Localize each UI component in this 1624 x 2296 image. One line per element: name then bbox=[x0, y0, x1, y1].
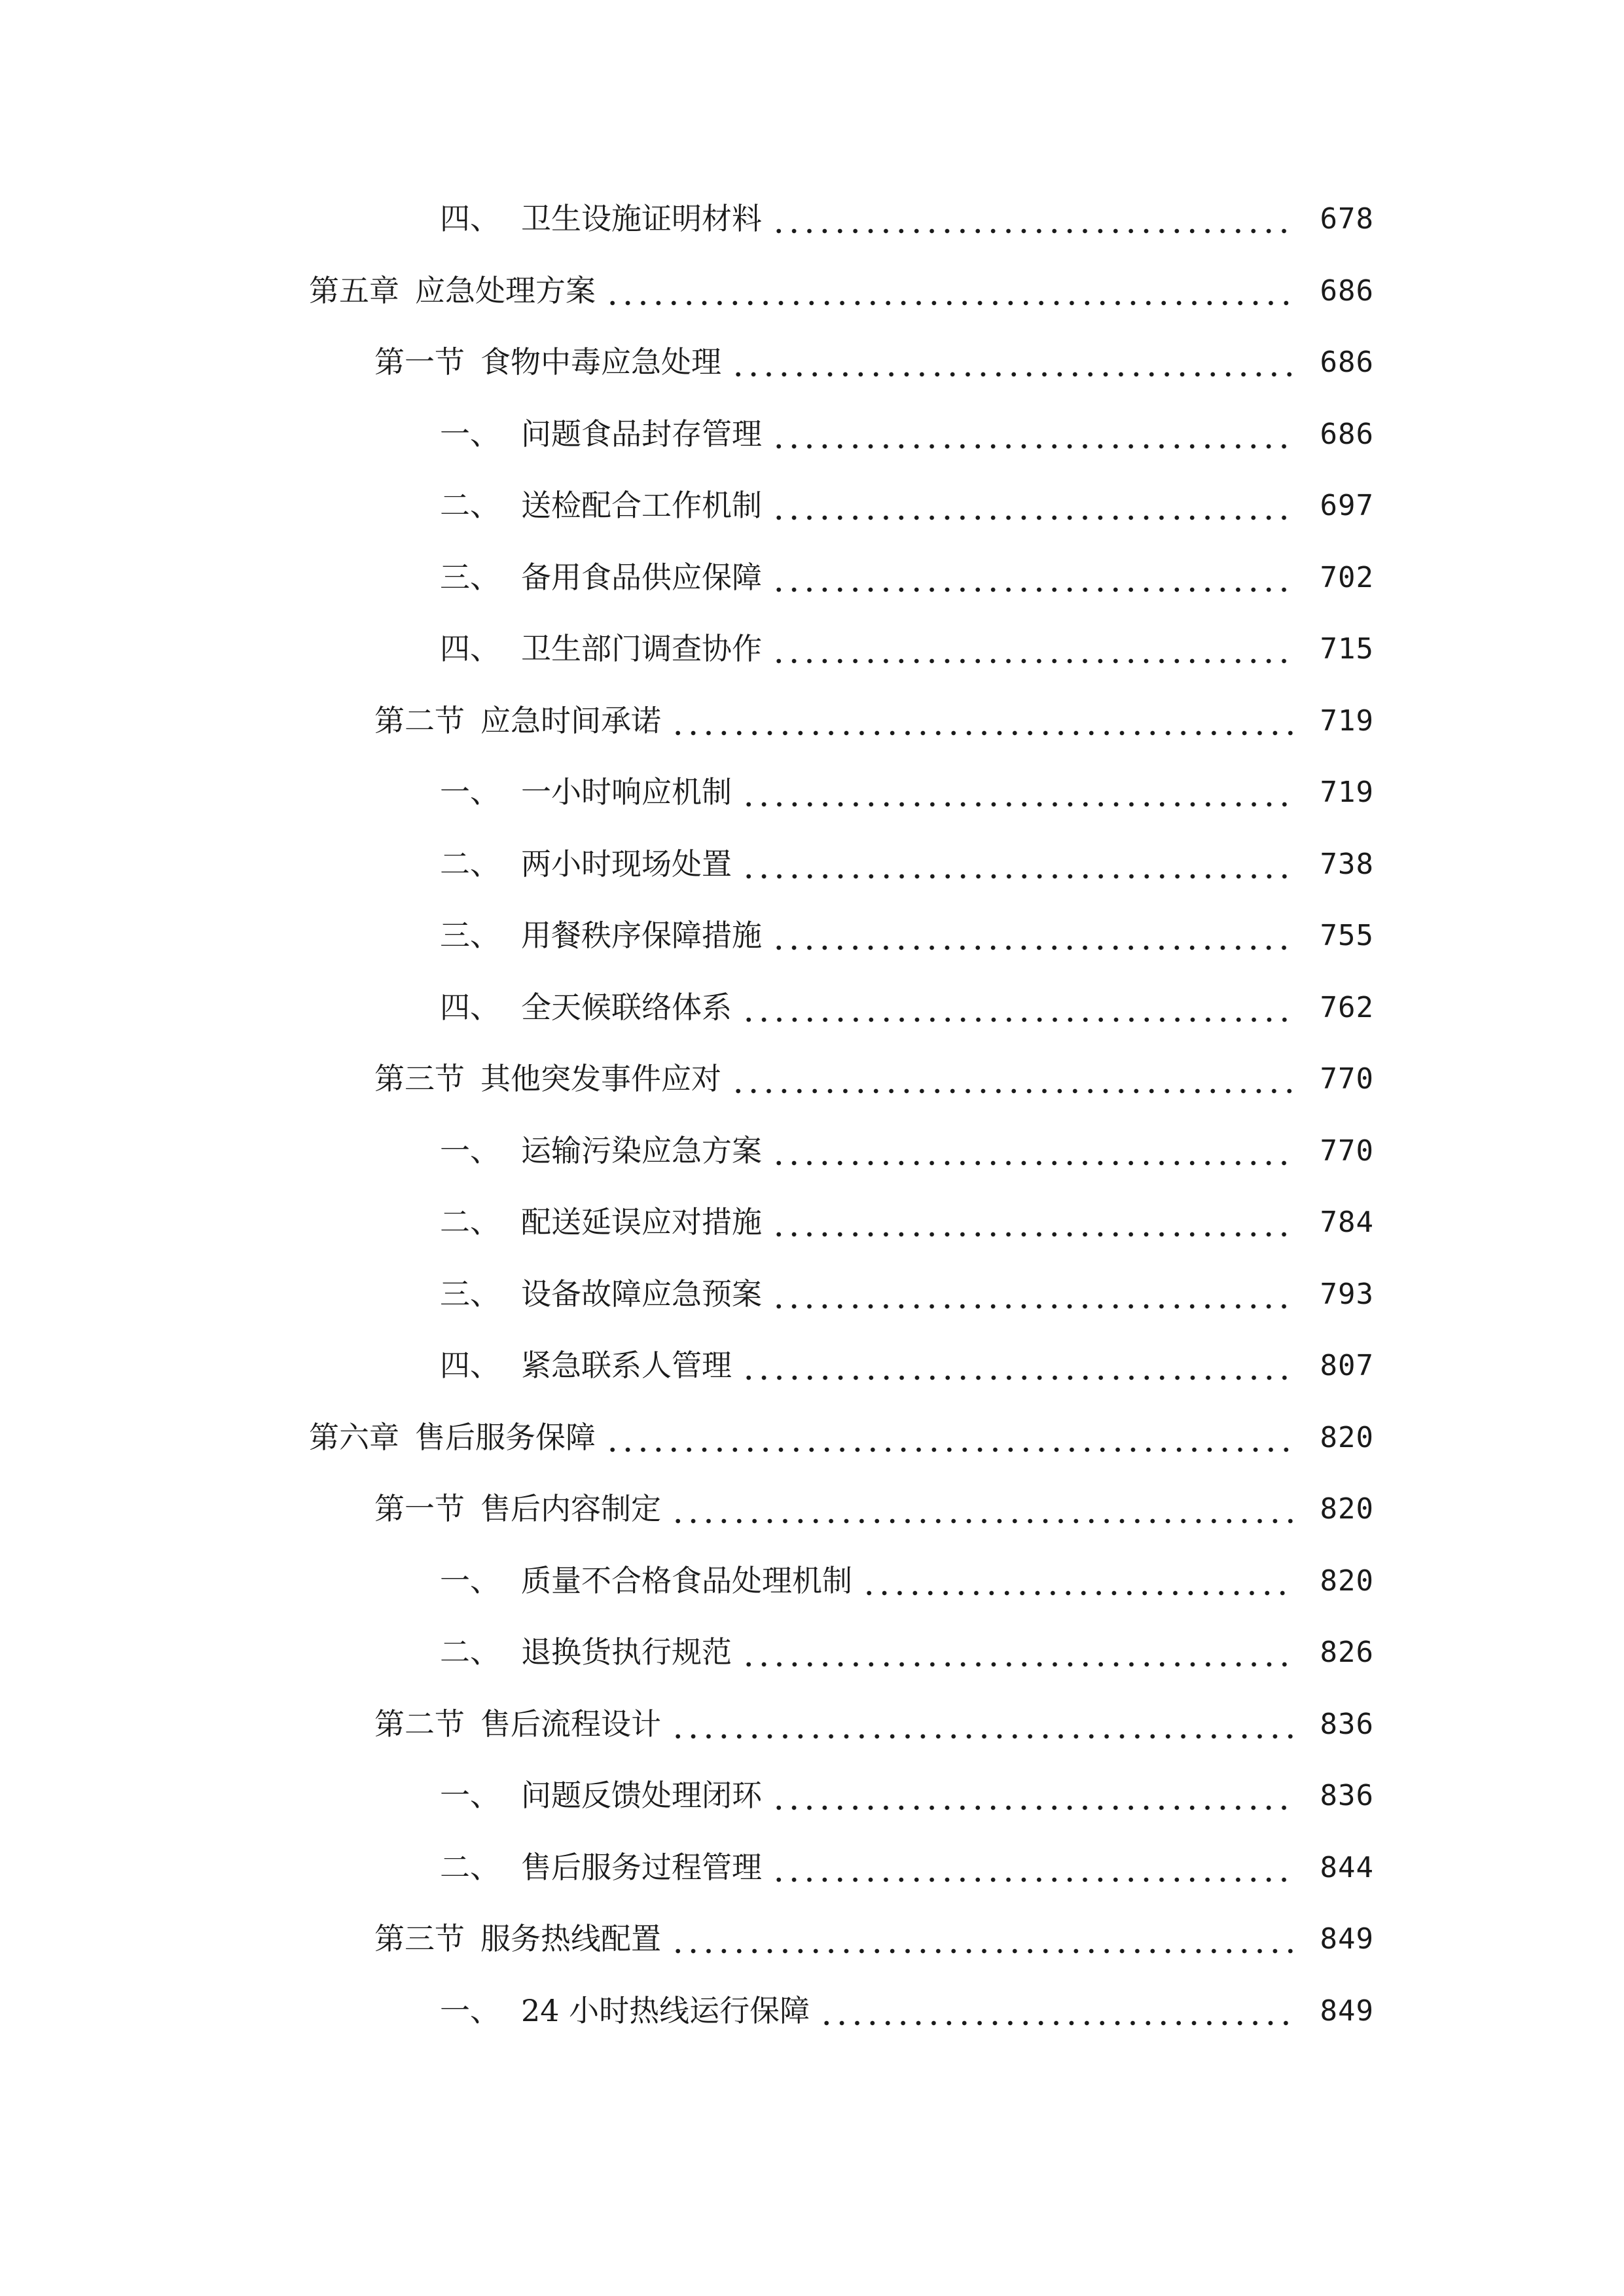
toc-entry-page-number: 770 bbox=[1320, 1062, 1374, 1096]
toc-entry-page-number: 836 bbox=[1320, 1779, 1374, 1812]
toc-entry-heading bbox=[374, 685, 1298, 757]
dot-leader bbox=[670, 1903, 1298, 1975]
toc-entry[interactable] bbox=[0, 470, 1624, 542]
dot-leader bbox=[741, 1330, 1292, 1402]
toc-entry-title: 全天候联络体系 bbox=[521, 989, 732, 1025]
dot-leader bbox=[771, 183, 1292, 255]
toc-entry-title: 设备故障应急预案 bbox=[521, 1276, 762, 1312]
dot-leader bbox=[819, 1975, 1293, 2047]
toc-entry[interactable] bbox=[0, 1330, 1624, 1402]
toc-entry-number: 三、 bbox=[440, 918, 500, 953]
dot-leader bbox=[771, 542, 1292, 614]
toc-entry-number: 三、 bbox=[440, 559, 500, 595]
toc-entry-heading bbox=[440, 1975, 1294, 2047]
toc-entry-page-number: 702 bbox=[1320, 560, 1374, 594]
toc-entry-heading bbox=[440, 1545, 1290, 1617]
dot-leader bbox=[771, 1832, 1292, 1904]
toc-entry-title: 一小时响应机制 bbox=[521, 774, 732, 810]
dot-leader bbox=[670, 1689, 1298, 1761]
toc-entry[interactable] bbox=[0, 1545, 1624, 1617]
toc-entry-heading bbox=[374, 1903, 1298, 1975]
dot-leader bbox=[771, 1115, 1292, 1187]
toc-entry-title: 卫生部门调查协作 bbox=[521, 631, 762, 666]
toc-entry-page-number: 738 bbox=[1320, 847, 1374, 881]
toc-entry-heading bbox=[440, 757, 1292, 829]
toc-entry-heading bbox=[440, 829, 1292, 901]
toc-entry[interactable] bbox=[0, 1617, 1624, 1689]
toc-entry-page-number: 836 bbox=[1320, 1707, 1374, 1741]
toc-entry-heading bbox=[440, 183, 1292, 255]
toc-entry-title: 用餐秩序保障措施 bbox=[521, 918, 762, 953]
toc-entry-page-number: 678 bbox=[1320, 202, 1374, 236]
toc-entry-heading bbox=[309, 1402, 1294, 1474]
toc-entry-heading bbox=[374, 1689, 1298, 1761]
dot-leader bbox=[771, 613, 1292, 685]
toc-entry-title: 服务热线配置 bbox=[480, 1921, 661, 1956]
toc-entry-number: 一、 bbox=[440, 1562, 500, 1598]
toc-entry-number: 二、 bbox=[440, 1634, 500, 1670]
toc-entry-number: 二、 bbox=[440, 488, 500, 523]
dot-leader bbox=[741, 972, 1292, 1044]
toc-entry-title: 运输污染应急方案 bbox=[521, 1132, 762, 1168]
toc-entry-page-number: 849 bbox=[1320, 1994, 1374, 2028]
toc-entry-page-number: 793 bbox=[1320, 1277, 1374, 1311]
toc-entry-number: 四、 bbox=[440, 989, 500, 1025]
toc-entry[interactable] bbox=[0, 255, 1624, 327]
toc-entry-number: 二、 bbox=[440, 1849, 500, 1885]
toc-entry-number: 第一节 bbox=[374, 344, 465, 380]
toc-entry-title: 售后服务过程管理 bbox=[521, 1849, 762, 1885]
toc-entry-page-number: 697 bbox=[1320, 489, 1374, 522]
toc-entry-number: 第三节 bbox=[374, 1921, 465, 1956]
toc-entry-page-number: 715 bbox=[1320, 632, 1374, 666]
toc-entry-page-number: 820 bbox=[1320, 1564, 1374, 1598]
dot-leader bbox=[605, 255, 1294, 327]
toc-entry-title: 卫生设施证明材料 bbox=[521, 201, 762, 236]
toc-entry-number: 一、 bbox=[440, 1132, 500, 1168]
toc-entry-number: 第六章 bbox=[309, 1419, 399, 1455]
toc-entry-heading bbox=[374, 1473, 1298, 1545]
toc-entry[interactable] bbox=[0, 1903, 1624, 1975]
toc-entry-heading bbox=[440, 470, 1292, 542]
toc-entry-number: 二、 bbox=[440, 1204, 500, 1240]
toc-entry-title: 紧急联系人管理 bbox=[521, 1348, 732, 1383]
dot-leader bbox=[771, 900, 1292, 972]
toc-entry-heading bbox=[309, 255, 1294, 327]
toc-entry-page-number: 849 bbox=[1320, 1922, 1374, 1956]
toc-entry-number: 第三节 bbox=[374, 1061, 465, 1096]
toc-entry[interactable] bbox=[0, 183, 1624, 255]
dot-leader bbox=[670, 1473, 1298, 1545]
toc-entry-page-number: 686 bbox=[1320, 417, 1374, 451]
toc-entry-heading bbox=[440, 1259, 1292, 1331]
toc-entry[interactable] bbox=[0, 757, 1624, 829]
toc-entry-page-number: 784 bbox=[1320, 1206, 1374, 1239]
toc-entry-number: 第一节 bbox=[374, 1491, 465, 1526]
toc-entry-page-number: 762 bbox=[1320, 990, 1374, 1024]
toc-entry-title: 应急时间承诺 bbox=[480, 702, 661, 738]
toc-entry-title: 售后内容制定 bbox=[480, 1491, 661, 1526]
toc-entry-title: 问题反馈处理闭环 bbox=[521, 1778, 762, 1813]
toc-entry-heading bbox=[374, 1043, 1297, 1115]
dot-leader bbox=[771, 1760, 1292, 1832]
dot-leader bbox=[861, 1545, 1290, 1617]
dot-leader bbox=[771, 1259, 1292, 1331]
toc-entry[interactable] bbox=[0, 1043, 1624, 1115]
dot-leader bbox=[731, 327, 1297, 399]
toc-entry-heading bbox=[440, 1330, 1292, 1402]
dot-leader bbox=[731, 1043, 1297, 1115]
toc-entry[interactable] bbox=[0, 1473, 1624, 1545]
toc-entry[interactable] bbox=[0, 1975, 1624, 2047]
toc-entry-number: 第五章 bbox=[309, 272, 399, 308]
toc-entry-heading bbox=[374, 327, 1297, 399]
dot-leader bbox=[741, 1617, 1292, 1689]
dot-leader bbox=[771, 399, 1292, 471]
toc-entry-page-number: 686 bbox=[1320, 274, 1374, 308]
toc-entry-number: 第二节 bbox=[374, 1706, 465, 1742]
toc-entry-heading bbox=[440, 1617, 1292, 1689]
dot-leader bbox=[771, 1187, 1292, 1259]
toc-entry-page-number: 719 bbox=[1320, 704, 1374, 738]
toc-entry-heading bbox=[440, 1187, 1292, 1259]
toc-entry-heading bbox=[440, 1760, 1292, 1832]
dot-leader bbox=[670, 685, 1298, 757]
toc-entry-title: 质量不合格食品处理机制 bbox=[521, 1562, 852, 1598]
toc-entry-title: 售后服务保障 bbox=[415, 1419, 596, 1455]
toc-entry[interactable] bbox=[0, 1402, 1624, 1474]
toc-entry-number: 四、 bbox=[440, 1348, 500, 1383]
toc-entry-number: 一、 bbox=[440, 774, 500, 810]
dot-leader bbox=[771, 470, 1292, 542]
toc-entry-number: 一、 bbox=[440, 416, 500, 452]
toc-entry[interactable] bbox=[0, 1689, 1624, 1761]
toc-entry-page-number: 820 bbox=[1320, 1492, 1374, 1526]
toc-entry-title: 备用食品供应保障 bbox=[521, 559, 762, 595]
toc-entry[interactable] bbox=[0, 1760, 1624, 1832]
toc-entry-title: 应急处理方案 bbox=[415, 272, 596, 308]
toc-entry-number: 一、 bbox=[440, 1992, 500, 2028]
toc-entry-page-number: 755 bbox=[1320, 919, 1374, 952]
dot-leader bbox=[741, 757, 1292, 829]
toc-entry-heading bbox=[440, 972, 1292, 1044]
toc-entry[interactable] bbox=[0, 1259, 1624, 1331]
toc-entry-title: 配送延误应对措施 bbox=[521, 1204, 762, 1240]
toc-entry[interactable] bbox=[0, 542, 1624, 614]
toc-entry-page-number: 770 bbox=[1320, 1134, 1374, 1168]
toc-entry[interactable] bbox=[0, 327, 1624, 399]
toc-entry-page-number: 686 bbox=[1320, 346, 1374, 379]
toc-entry[interactable] bbox=[0, 399, 1624, 471]
toc-entry-heading bbox=[440, 1115, 1292, 1187]
dot-leader bbox=[741, 829, 1292, 901]
toc-entry-title: 售后流程设计 bbox=[480, 1706, 661, 1742]
toc-entry-page-number: 719 bbox=[1320, 776, 1374, 809]
toc-entry-title: 两小时现场处置 bbox=[521, 846, 732, 882]
toc-entry-title: 24 小时热线运行保障 bbox=[521, 1992, 810, 2028]
toc-entry[interactable] bbox=[0, 1115, 1624, 1187]
toc-entry[interactable] bbox=[0, 972, 1624, 1044]
toc-entry-heading bbox=[440, 900, 1292, 972]
toc-entry-page-number: 844 bbox=[1320, 1850, 1374, 1884]
toc-entry-heading bbox=[440, 1832, 1292, 1904]
toc-entry[interactable] bbox=[0, 613, 1624, 685]
toc-entry[interactable] bbox=[0, 1832, 1624, 1904]
toc-entry[interactable] bbox=[0, 900, 1624, 972]
toc-entry-number: 第二节 bbox=[374, 702, 465, 738]
toc-entry[interactable] bbox=[0, 829, 1624, 901]
toc-entry-heading bbox=[440, 542, 1292, 614]
toc-entry-page-number: 826 bbox=[1320, 1636, 1374, 1669]
toc-entry-number: 二、 bbox=[440, 846, 500, 882]
toc-entry[interactable] bbox=[0, 1187, 1624, 1259]
toc-entry-title: 退换货执行规范 bbox=[521, 1634, 732, 1670]
toc-entry-heading bbox=[440, 399, 1292, 471]
toc-entry-title: 其他突发事件应对 bbox=[480, 1061, 721, 1096]
toc-entry[interactable] bbox=[0, 685, 1624, 757]
toc-entry-number: 四、 bbox=[440, 201, 500, 236]
toc-entry-number: 一、 bbox=[440, 1778, 500, 1813]
toc-entry-page-number: 820 bbox=[1320, 1420, 1374, 1454]
table-of-contents bbox=[0, 183, 1624, 2047]
toc-entry-title: 食物中毒应急处理 bbox=[480, 344, 721, 380]
toc-entry-number: 三、 bbox=[440, 1276, 500, 1312]
toc-entry-page-number: 807 bbox=[1320, 1349, 1374, 1382]
dot-leader bbox=[605, 1402, 1294, 1474]
toc-entry-heading bbox=[440, 613, 1292, 685]
toc-entry-title: 送检配合工作机制 bbox=[521, 488, 762, 523]
toc-entry-number: 四、 bbox=[440, 631, 500, 666]
toc-entry-title: 问题食品封存管理 bbox=[521, 416, 762, 452]
